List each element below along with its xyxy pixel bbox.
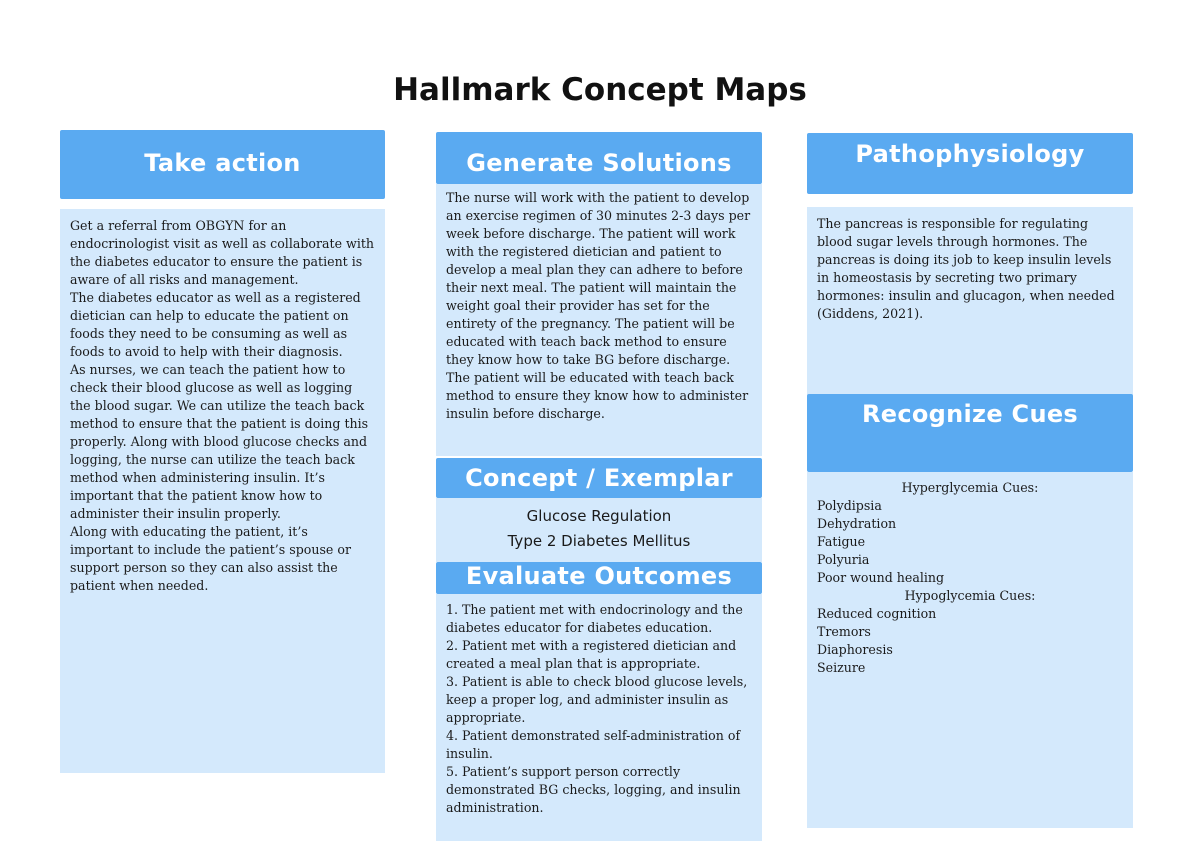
exemplar-text: Type 2 Diabetes Mellitus <box>507 532 691 550</box>
concept-exemplar-header <box>436 458 762 498</box>
pathophysiology-box <box>807 207 1133 395</box>
take-action-box <box>60 209 385 773</box>
recognize-cues-heading: Recognize Cues <box>861 400 1079 428</box>
concept-exemplar-box <box>436 498 762 562</box>
generate-solutions-header <box>436 132 762 184</box>
generate-solutions-box <box>436 184 762 456</box>
page-title: Hallmark Concept Maps <box>393 72 807 108</box>
concept-exemplar-heading: Concept / Exemplar <box>465 464 733 492</box>
take-action-heading: Take action <box>144 149 301 177</box>
hyperglycemia-title: Hyperglycemia Cues: <box>901 480 1039 495</box>
recognize-cues-box <box>807 472 1133 828</box>
pathophysiology-heading: Pathophysiology <box>855 140 1085 168</box>
hypoglycemia-item: Tremors <box>817 624 871 639</box>
hyperglycemia-item: Poor wound healing <box>817 570 945 585</box>
hypoglycemia-item: Seizure <box>817 660 866 675</box>
hyperglycemia-item: Dehydration <box>817 516 897 531</box>
evaluate-outcomes-text: 1. The patient met with endocrinology and the diabetes educator for diabetes education. 2. Patient met with a registered dietician and created a meal plan that is appropriate. 3. Patient is able to check blood glucose levels, keep a proper log, and administer insulin as appropriate. 4. Patient demonstrated self-administration of insulin. 5. Patient’s support person correctly demonstrated BG checks, logging, and insulin administration. <box>446 602 748 815</box>
evaluate-outcomes-header <box>436 562 762 594</box>
generate-solutions-text: The nurse will work with the patient to develop an exercise regimen of 30 minutes 2-3 days per week before discharge. The patient will work with the registered dietician and patient to develop a meal plan they can adhere to before their next meal. The patient will maintain the weight goal their provider has set for the entirety of the pregnancy. The patient will be educated with teach back method to ensure they know how to take BG before discharge. The patient will be educated with teach back method to ensure they know how to administer insulin before discharge. <box>446 190 751 421</box>
take-action-header <box>60 130 385 199</box>
pathophysiology-text: The pancreas is responsible for regulating blood sugar levels through hormones. The pancreas is doing its job to keep insulin levels in homeostasis by secreting two primary hormones: insulin and glucagon, when needed (Giddens, 2021). <box>817 216 1115 321</box>
evaluate-outcomes-heading: Evaluate Outcomes <box>465 562 733 590</box>
hyperglycemia-item: Fatigue <box>817 534 866 549</box>
hypoglycemia-item: Reduced cognition <box>817 606 937 621</box>
take-action-text: Get a referral from OBGYN for an endocrinologist visit as well as collaborate with the diabetes educator to ensure the patient is aware of all risks and management. The diabetes educator as well as a registered dietician can help to educate the patient on foods they need to be consuming as well as foods to avoid to help with their diagnosis. As nurses, we can teach the patient how to check their blood glucose as well as logging the blood sugar. We can utilize the teach back method to ensure that the patient is doing this properly. Along with blood glucose checks and logging, the nurse can utilize the teach back method when administering insulin. It’s important that the patient know how to administer their insulin properly. Along with educating the patient, it’s important to include the patient’s spouse or support person so they can also assist the patient when needed. <box>70 218 375 593</box>
evaluate-outcomes-box <box>436 594 762 841</box>
concept-text: Glucose Regulation <box>526 507 672 525</box>
hyperglycemia-item: Polyuria <box>817 552 870 567</box>
pathophysiology-header <box>807 133 1133 194</box>
hypoglycemia-item: Diaphoresis <box>817 642 893 657</box>
hyperglycemia-item: Polydipsia <box>817 498 882 513</box>
recognize-cues-header <box>807 394 1133 472</box>
generate-solutions-heading: Generate Solutions <box>466 149 732 177</box>
hypoglycemia-title: Hypoglycemia Cues: <box>904 588 1036 603</box>
